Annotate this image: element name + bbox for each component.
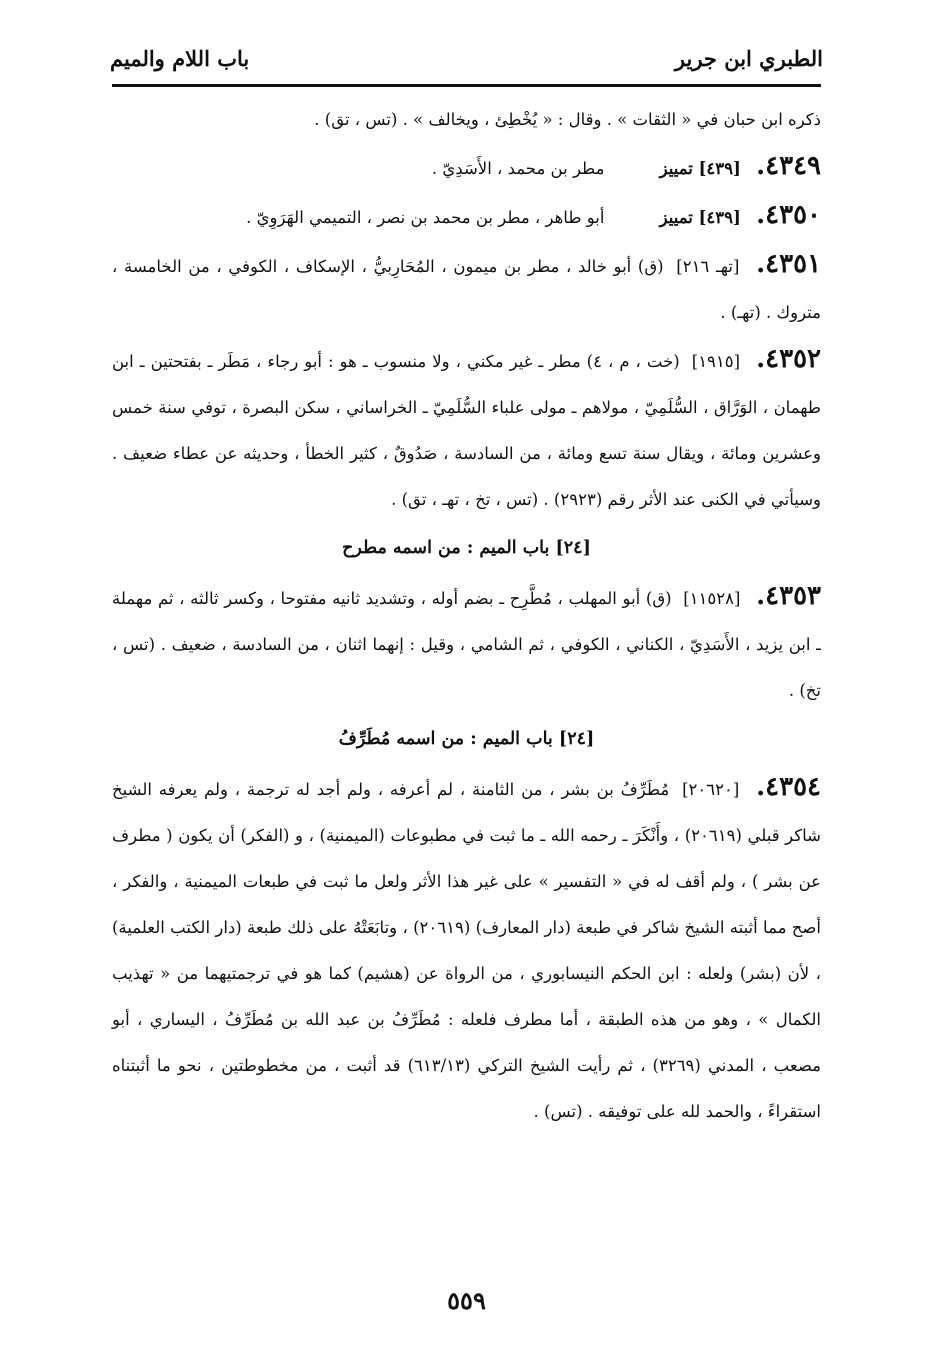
entry-text: (ق) أبو المهلب ، مُطَّرِح ـ بضم أوله ، وتشديد ثانيه مفتوحا ، وكسر ثالثه ، ثم مهملة ـ ابن يزيد ، الأَسَدِيّ ، الكناني ، الكوفي ، ثم الشامي ، وقيل : إنهما اثنان ، من السادسة ، ضعيف . (تس ، تخ) . bbox=[112, 589, 821, 700]
entry-number: ٤٣٥٢. bbox=[756, 344, 822, 374]
entry-reference: [١١٥٢٨] bbox=[683, 589, 741, 608]
entry-4349 bbox=[112, 143, 821, 192]
running-header bbox=[110, 40, 823, 76]
entry-number: ٤٣٥٠. bbox=[756, 200, 821, 230]
entry-4354 bbox=[112, 764, 821, 1135]
header-left-title: باب اللام والميم bbox=[110, 45, 250, 71]
section-heading-mutarrif: [٢٤] باب الميم : من اسمه مُطَرِّفُ bbox=[338, 729, 595, 749]
entry-4353 bbox=[112, 573, 821, 714]
entry-reference: [٤٣٩] تمييز bbox=[659, 208, 741, 227]
header-right-title: الطبري ابن جرير bbox=[674, 45, 823, 71]
page-number: ٥٥٩ bbox=[447, 1286, 486, 1315]
entry-number: ٤٣٥٤. bbox=[756, 772, 821, 802]
page-body bbox=[112, 97, 821, 1255]
entry-reference: [تهـ ٢١٦] bbox=[676, 257, 740, 276]
entry-4352 bbox=[112, 336, 821, 523]
entry-text: أبو طاهر ، مطر بن محمد بن نصر ، التميمي الهَرَوِيّ . bbox=[246, 208, 605, 227]
entry-text: مطر بن محمد ، الأَسَدِيّ . bbox=[431, 159, 605, 178]
continued-line: ذكره ابن حبان في « الثقات » . وقال : « يُخْطِئ ، ويخالف » . (تس ، تق) . bbox=[314, 110, 821, 129]
entry-number: ٤٣٥١. bbox=[756, 249, 822, 279]
entry-4351 bbox=[112, 241, 821, 336]
section-heading-mutrah: [٢٤] باب الميم : من اسمه مطرح bbox=[342, 538, 591, 558]
entry-4350 bbox=[112, 192, 821, 241]
entry-reference: [١٩١٥] bbox=[691, 352, 741, 371]
entry-text: مُطَرِّفُ بن بشر ، من الثامنة ، لم أعرفه ، ولم أجد له ترجمة ، ولم يعرفه الشيخ شاكر قبلي (٢٠٦١٩) ، وأَنْكَرَ ـ رحمه الله ـ ما ثبت في مطبوعات (الميمنية) ، و (الفكر) أن يكون ( مطرف عن بشر ) ، ولم أقف له في « التفسير » على غير هذا الأثر ولعل ما ثبت في طبعات الميمنية ، والفكر ، أصح مما أثبته الشيخ شاكر في طبعة (دار المعارف) (٢٠٦١٩) ، وتابَعَتْهُ على ذلك طبعة (دار الكتب العلمية) ، لأن (بشر) ولعله : ابن الحكم النيسابوري ، من الرواة عن (هشيم) كما هو في ترجمتيهما من « تهذيب الكمال » ، وهو من هذه الطبقة ، أما مطرف فلعله : مُطَرِّفُ بن عبد الله بن مُطَرِّفُ ، اليساري ، أبو مصعب ، المدني (٣٢٦٩) ، ثم رأيت الشيخ التركي (٦١٣/١٣) قد أثبت ، من مخطوطتين ، نحو ما أثبتناه استقراءً ، والحمد لله على توفيقه . (تس) . bbox=[112, 780, 821, 1121]
entry-text: (خت ، م ، ٤) مطر ـ غير مكني ، ولا منسوب ـ هو : أبو رجاء ، مَطَر ـ بفتحتين ـ ابن طهمان ، الوَرَّاق ، السُّلَمِيّ ، مولاهم ـ مولى علباء السُّلَمِيّ ـ الخراساني ، سكن البصرة ، توفي سنة خمس وعشرين ومائة ، ويقال سنة تسع ومائة ، من السادسة ، صَدُوقٌ ، كثير الخطأ ، وحديثه عن عطاء ضعيف . وسيأتي في الكنى عند الأثر رقم (٢٩٢٣) . (تس ، تخ ، تهـ ، تق) . bbox=[112, 352, 821, 509]
entry-reference: [٢٠٦٢٠] bbox=[682, 780, 740, 799]
entry-reference: [٤٣٩] تمييز bbox=[659, 159, 741, 178]
header-rule bbox=[112, 84, 821, 87]
entry-text: (ق) أبو خالد ، مطر بن ميمون ، المُحَارِبيُّ ، الإسكاف ، الكوفي ، من الخامسة ، متروك . (تهـ) . bbox=[112, 257, 821, 322]
entry-number: ٤٣٤٩. bbox=[756, 151, 821, 181]
entry-number: ٤٣٥٣. bbox=[756, 581, 821, 611]
